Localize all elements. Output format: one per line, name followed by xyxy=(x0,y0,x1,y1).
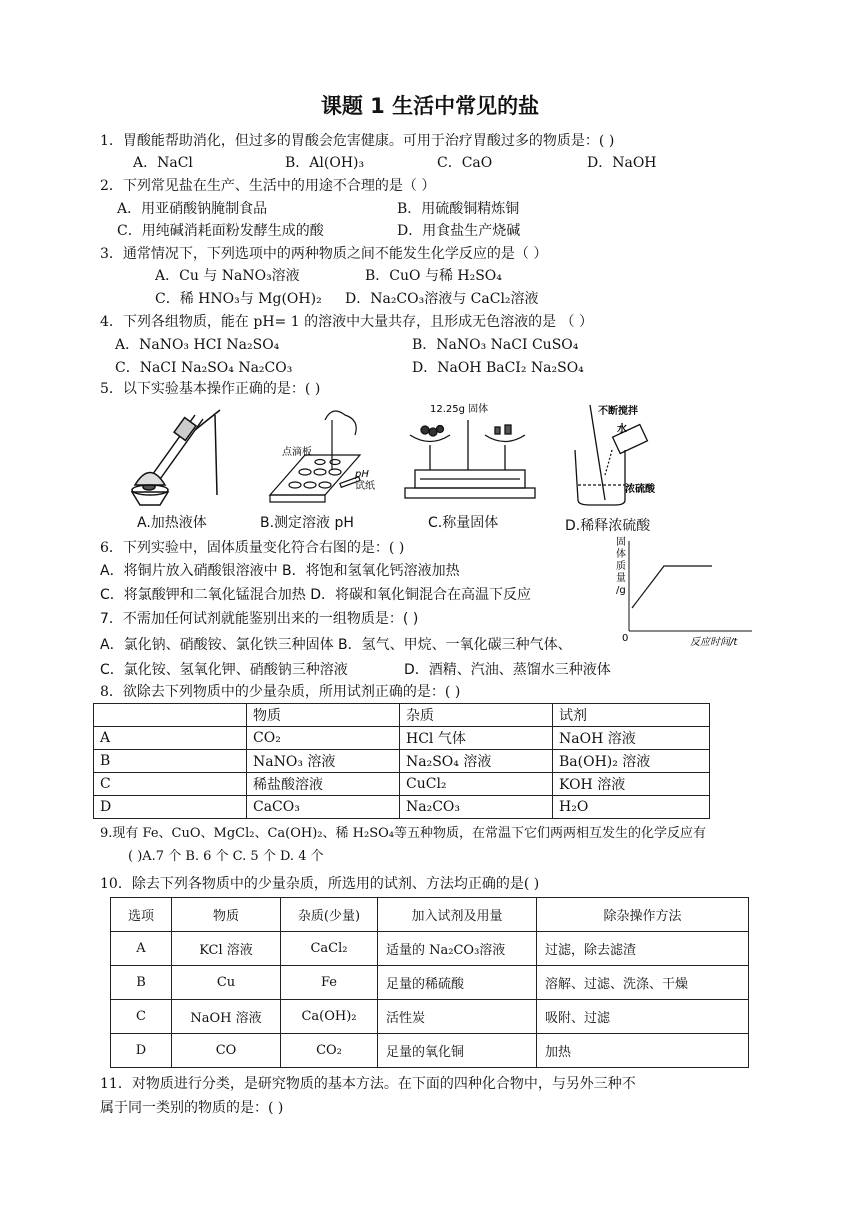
q4-option-c: C．NaCI Na₂SO₄ Na₂CO₃ xyxy=(115,360,293,376)
table-cell: 杂质(少量) xyxy=(281,898,378,932)
table-row xyxy=(111,1000,749,1034)
table-cell: 吸附、过滤 xyxy=(537,1000,749,1034)
q1-option-c: C．CaO xyxy=(437,155,493,171)
q5-stem: 5．以下实验基本操作正确的是：( ) xyxy=(100,381,321,397)
graph-ylabel-0: 固 xyxy=(616,537,626,548)
label-water: 水 xyxy=(617,424,627,435)
q6-line2: C．将氯酸钾和二氧化锰混合加热 D．将碳和氧化铜混合在高温下反应 xyxy=(100,587,532,603)
table-cell: B xyxy=(94,750,247,773)
q3-option-b: B．CuO 与稀 H₂SO₄ xyxy=(365,268,502,284)
table-cell: KOH 溶液 xyxy=(553,773,710,796)
q7-option-d: D．酒精、汽油、蒸馏水三种液体 xyxy=(404,662,611,678)
table-row xyxy=(111,966,749,1000)
q10-stem: 10．除去下列各物质中的少量杂质，所选用的试剂、方法均正确的是( ) xyxy=(100,876,540,892)
table-row xyxy=(94,727,710,750)
table-cell: CO₂ xyxy=(281,1034,378,1068)
q9-line1: 9.现有 Fe、CuO、MgCl₂、Ca(OH)₂、稀 H₂SO₄等五种物质，在常温下它们两两相互发生的化学反应有 xyxy=(100,826,706,841)
label-mass: 12.25g 固体 xyxy=(430,404,489,415)
label-test-paper: 试纸 xyxy=(355,481,375,492)
q3-option-d: D．Na₂CO₃溶液与 CaCl₂溶液 xyxy=(345,291,539,307)
table-cell: D xyxy=(94,796,247,819)
q2-option-c: C．用纯碱消耗面粉发酵生成的酸 xyxy=(117,223,324,239)
table-cell: 加热 xyxy=(537,1034,749,1068)
table-cell: 试剂 xyxy=(553,704,710,727)
q3-stem: 3．通常情况下，下列选项中的两种物质之间不能发生化学反应的是（ ） xyxy=(100,246,548,262)
table-cell: KCl 溶液 xyxy=(172,932,281,966)
table-cell: CO xyxy=(172,1034,281,1068)
label-ph: pH xyxy=(355,469,369,480)
table-cell: C xyxy=(111,1000,172,1034)
table-cell: 物质 xyxy=(172,898,281,932)
table-row xyxy=(94,773,710,796)
table-cell: 适量的 Na₂CO₃溶液 xyxy=(378,932,537,966)
table-row xyxy=(111,932,749,966)
q2-option-b: B．用硫酸铜精炼铜 xyxy=(397,201,520,217)
table-cell: 杂质 xyxy=(400,704,553,727)
table-cell: CaCO₃ xyxy=(247,796,400,819)
q4-option-a: A．NaNO₃ HCI Na₂SO₄ xyxy=(115,337,280,353)
q2-option-a: A．用亚硝酸钠腌制食品 xyxy=(117,201,268,217)
table-cell: 溶解、过滤、洗涤、干燥 xyxy=(537,966,749,1000)
q5-caption-d: D.稀释浓硫酸 xyxy=(565,518,651,534)
label-stir: 不断搅拌 xyxy=(598,406,638,417)
q7-line1: A．氯化钠、硝酸铵、氯化铁三种固体 B．氢气、甲烷、一氧化碳三种气体、 xyxy=(100,637,572,653)
table-cell: Na₂SO₄ 溶液 xyxy=(400,750,553,773)
table-row xyxy=(94,750,710,773)
table-cell: Ca(OH)₂ xyxy=(281,1000,378,1034)
table-cell: NaNO₃ 溶液 xyxy=(247,750,400,773)
table-cell: NaOH 溶液 xyxy=(553,727,710,750)
q5-caption-c: C.称量固体 xyxy=(428,515,499,531)
q3-option-a: A．Cu 与 NaNO₃溶液 xyxy=(155,268,300,284)
table-cell: HCl 气体 xyxy=(400,727,553,750)
graph-xlabel: 反应时间/t xyxy=(690,637,738,648)
table-cell: A xyxy=(94,727,247,750)
table-cell: CaCl₂ xyxy=(281,932,378,966)
q11-line2: 属于同一类别的物质的是：( ) xyxy=(100,1100,284,1116)
heating-tube-figure xyxy=(132,410,220,505)
table-cell: 足量的稀硫酸 xyxy=(378,966,537,1000)
q2-stem: 2．下列常见盐在生产、生活中的用途不合理的是（ ） xyxy=(100,178,436,194)
q3-option-c: C．稀 HNO₃与 Mg(OH)₂ xyxy=(155,291,322,307)
q7-option-c: C．氯化铵、氢氧化钾、硝酸钠三种溶液 xyxy=(100,662,348,678)
table-cell: 活性炭 xyxy=(378,1000,537,1034)
q5-caption-b: B.测定溶液 pH xyxy=(260,515,354,531)
q1-option-b: B．Al(OH)₃ xyxy=(285,155,365,171)
q1-stem: 1．胃酸能帮助消化，但过多的胃酸会危害健康。可用于治疗胃酸过多的物质是：( ) xyxy=(100,133,615,149)
q6-line1: A．将铜片放入硝酸银溶液中 B．将饱和氢氧化钙溶液加热 xyxy=(100,563,460,579)
table-cell: A xyxy=(111,932,172,966)
graph-line xyxy=(632,566,712,608)
q4-stem: 4．下列各组物质，能在 pH= 1 的溶液中大量共存，且形成无色溶液的是 （ ） xyxy=(100,314,593,330)
table-row xyxy=(111,898,749,932)
table-row xyxy=(111,1034,749,1068)
table-cell: H₂O xyxy=(553,796,710,819)
graph-ylabel-3: 量 xyxy=(616,573,626,584)
table-row xyxy=(94,796,710,819)
table-cell: Ba(OH)₂ 溶液 xyxy=(553,750,710,773)
q11-line1: 11．对物质进行分类，是研究物质的基本方法。在下面的四种化合物中，与另外三种不 xyxy=(100,1076,636,1092)
page-title: 课题 1 生活中常见的盐 xyxy=(320,94,540,118)
q6-stem: 6．下列实验中，固体质量变化符合右图的是：( ) xyxy=(100,540,405,556)
table-cell: 物质 xyxy=(247,704,400,727)
table-cell: C xyxy=(94,773,247,796)
graph-ylabel-2: 质 xyxy=(616,561,626,572)
table-cell: Na₂CO₃ xyxy=(400,796,553,819)
table-cell: 过滤，除去滤渣 xyxy=(537,932,749,966)
balance-figure xyxy=(405,420,535,498)
table-cell: D xyxy=(111,1034,172,1068)
table-cell: CuCl₂ xyxy=(400,773,553,796)
label-conc-acid: 浓硫酸 xyxy=(625,484,655,495)
q10-table xyxy=(110,897,749,1068)
table-cell: 选项 xyxy=(111,898,172,932)
table-cell: 除杂操作方法 xyxy=(537,898,749,932)
q2-option-d: D．用食盐生产烧碱 xyxy=(397,223,521,239)
graph-ylabel-1: 体 xyxy=(616,549,626,560)
q4-option-b: B．NaNO₃ NaCI CuSO₄ xyxy=(412,337,579,353)
q5-caption-a: A.加热液体 xyxy=(137,515,207,531)
table-cell xyxy=(94,704,247,727)
q7-stem: 7．不需加任何试剂就能鉴别出来的一组物质是：( ) xyxy=(100,611,419,627)
table-cell: CO₂ xyxy=(247,727,400,750)
graph-ylabel-4: /g xyxy=(616,585,626,596)
table-cell: NaOH 溶液 xyxy=(172,1000,281,1034)
table-cell: 足量的氧化铜 xyxy=(378,1034,537,1068)
table-row xyxy=(94,704,710,727)
q8-stem: 8．欲除去下列物质中的少量杂质，所用试剂正确的是：( ) xyxy=(100,684,461,700)
graph-origin: 0 xyxy=(622,633,629,644)
q6-graph xyxy=(612,533,760,648)
q1-option-a: A．NaCl xyxy=(133,155,193,171)
q8-table xyxy=(93,703,710,819)
table-cell: Fe xyxy=(281,966,378,1000)
table-cell: Cu xyxy=(172,966,281,1000)
q9-line2: ( )A.7 个 B. 6 个 C. 5 个 D. 4 个 xyxy=(128,849,324,864)
label-spot-plate: 点滴板 xyxy=(282,447,312,458)
q4-option-d: D．NaOH BaCI₂ Na₂SO₄ xyxy=(412,360,584,376)
table-cell: 稀盐酸溶液 xyxy=(247,773,400,796)
table-cell: B xyxy=(111,966,172,1000)
q1-option-d: D．NaOH xyxy=(587,155,657,171)
table-cell: 加入试剂及用量 xyxy=(378,898,537,932)
